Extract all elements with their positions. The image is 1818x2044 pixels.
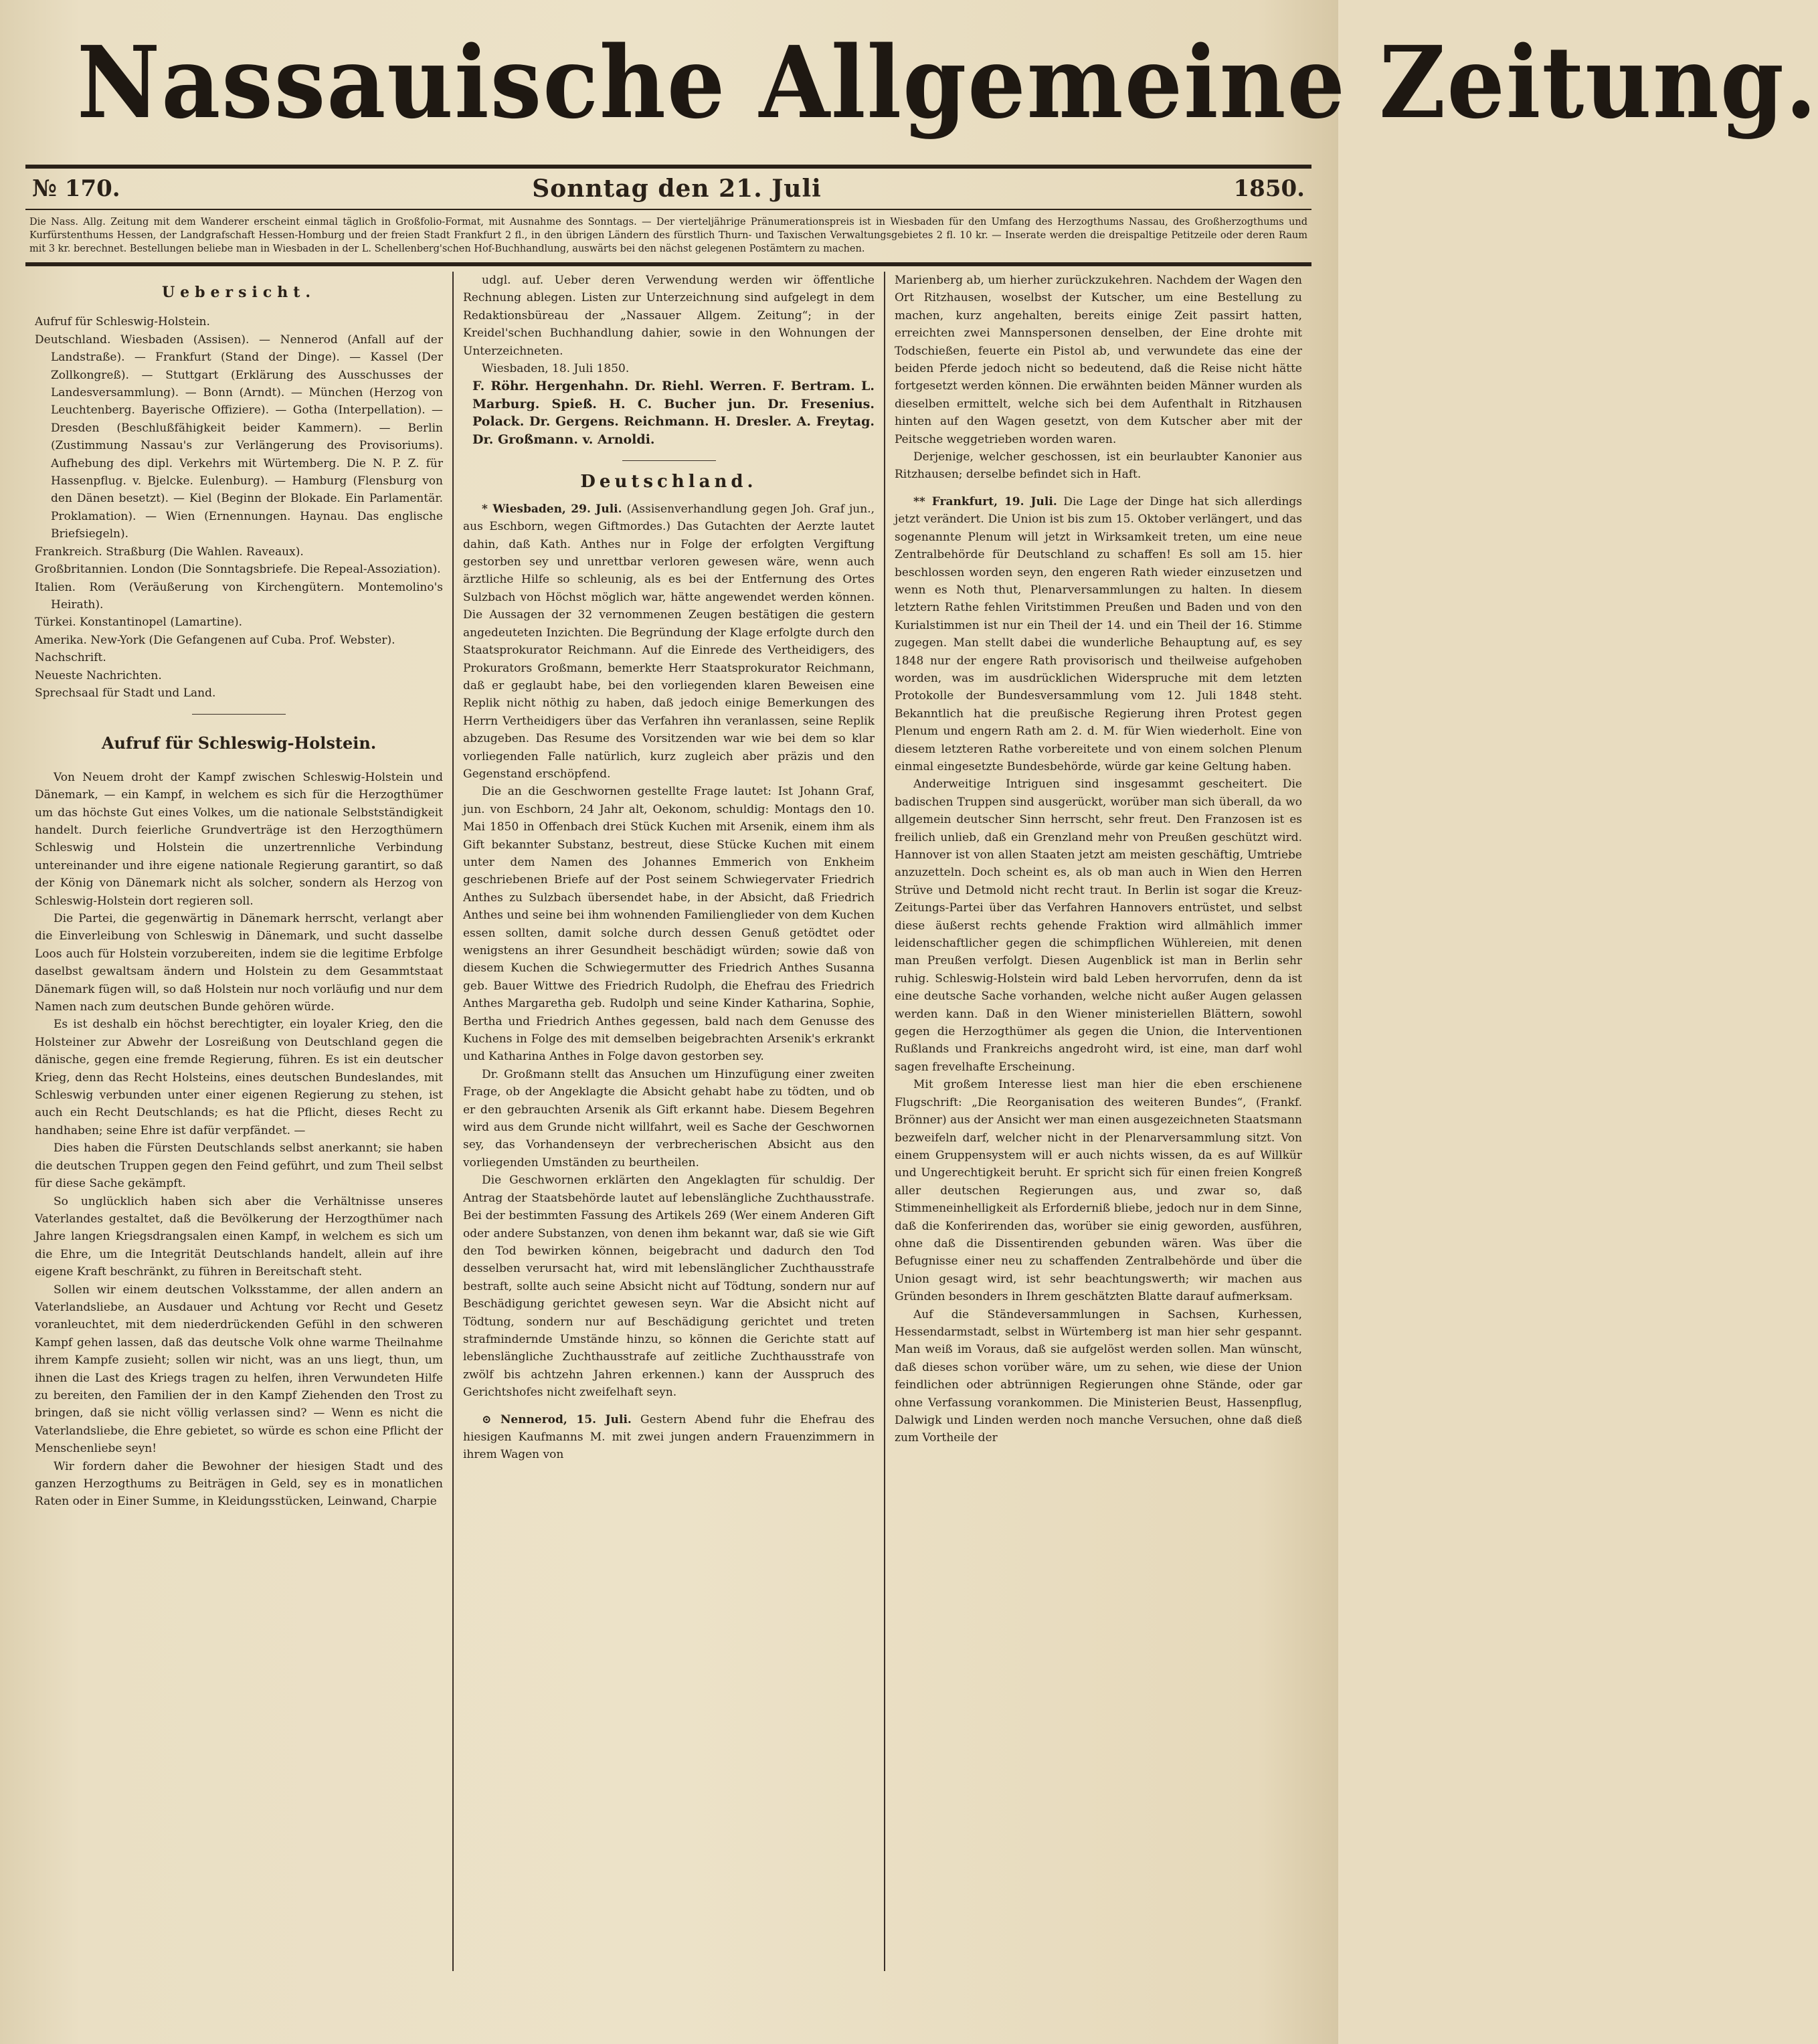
toc-item: Neueste Nachrichten. (35, 668, 162, 682)
column-1 (25, 272, 454, 1971)
appeal-title: Aufruf für Schleswig-Holstein. (101, 733, 377, 753)
column-3 (885, 272, 1311, 1971)
article-paragraph: Gestern Abend fuhr die Ehefrau des hiesigen Kaufmanns M. mit zwei jungen andern Frauenzimmern in ihrem Wagen von (463, 1412, 875, 1462)
dateline-place: ⊙ Nennerod, 15. Juli. (482, 1412, 632, 1426)
article-paragraph: Die Partei, die gegenwärtig in Dänemark herrscht, verlangt aber die Einverleibung von Schleswig in Dänemark, und sucht dasselbe Loos auch für Holstein vorzubereiten, indem sie die legitime Erbfolge daselbst gewaltsam ändern und Holstein zu dem Gesammtstaat Dänemark fügen will, so daß Holstein nur noch vorläufig und nur dem Namen nach zum deutschen Bunde gehören würde. (35, 912, 443, 1014)
article-paragraph: So unglücklich haben sich aber die Verhältnisse unseres Vaterlandes gestaltet, daß die Bevölkerung der Herzogthümer nach Jahre langen Kriegsdrangsalen einen Kampf, in welchem es sich um die Ehre, um die Integrität Deutschlands handelt, allein auf ihre eigene Kraft beschränkt, zu führen in Bereitschaft steht. (35, 1194, 443, 1279)
toc-item: Italien. Rom (Veräußerung von Kirchengütern. Montemolino's Heirath). (35, 580, 443, 612)
issue-date: Sonntag den 21. Juli (532, 175, 822, 203)
section-divider (622, 460, 716, 461)
notice-rule (25, 262, 1311, 266)
article-columns (25, 272, 1311, 1971)
toc-item: Deutschland. Wiesbaden (Assisen). — Nennerod (Anfall auf der Landstraße). — Frankfurt (Stand der Dinge). — Kassel (Der Zollkongreß). — Stuttgart (Erklärung des Ausschusses der Landesversammlung). — Bonn (Arndt). — München (Herzog von Leuchtenberg. Bayerische Offiziere). — Gotha (Interpellation). — Dresden (Beschlußfähigkeit beider Kammern). — Berlin (Zustimmung Nassau's zur Verlängerung des Provisoriums). Aufhebung des dipl. Verkehrs mit Würtemberg. Die N. P. Z. für Hassenpflug. v. Bjelcke. Eulenburg). — Hamburg (Flensburg von den Dänen besetzt). — Kiel (Beginn der Blokade. Ein Parlamentär. Proklamation). — Wien (Ernennungen. Haynau. Das englische Briefsiegeln). (35, 333, 443, 541)
section-title-germany: Deutschland. (580, 472, 757, 492)
toc-item: Amerika. New-York (Die Gefangenen auf Cuba. Prof. Webster). (35, 633, 395, 647)
article-paragraph: Wir fordern daher die Bewohner der hiesigen Stadt und des ganzen Herzogthums zu Beiträgen in Geld, sey es in monatlichen Raten oder in Einer Summe, in Kleidungsstücken, Leinwand, Charpie (35, 1459, 443, 1509)
toc-item: Sprechsaal für Stadt und Land. (35, 686, 216, 700)
issue-year: 1850. (1233, 175, 1305, 202)
section-divider (192, 714, 286, 715)
article-paragraph: Derjenige, welcher geschossen, ist ein beurlaubter Kanonier aus Ritzhausen; derselbe befindet sich in Haft. (895, 450, 1302, 482)
article-paragraph: Es ist deshalb ein höchst berechtigter, ein loyaler Krieg, den die Holsteiner zur Abwehr der Losreißung von Deutschland gegen die dänische, gegen eine fremde Regierung, führen. Es ist ein deutscher Krieg, denn das Recht Holsteins, eines deutschen Bundeslandes, mit Schleswig verbunden unter einer eigenen Regierung zu stehen, ist auch ein Recht Deutschlands; es hat die Pflicht, dieses Recht zu handhaben; seine Ehre ist dafür verpfändet. — (35, 1018, 443, 1137)
toc-item: Nachschrift. (35, 651, 106, 665)
overview-title: Uebersicht. (161, 284, 316, 301)
article-paragraph: Von Neuem droht der Kampf zwischen Schleswig-Holstein und Dänemark, — ein Kampf, in welchem es sich für die Herzogthümer um das höchste Gut eines Volkes, um die nationale Selbstständigkeit handelt. Durch feierliche Grundverträge ist den Herzogthümern Schleswig und Holstein die unzertrennliche Verbindung untereinander und ihre eigene nationale Regierung garantirt, so daß der König von Dänemark nicht als solcher, sondern als Herzog von Schleswig-Holstein dort regieren soll. (35, 770, 443, 908)
signers-list: F. Röhr. Hergenhahn. Dr. Riehl. Werren. F. Bertram. L. Marburg. Spieß. H. C. Bucher jun. Dr. Fresenius. Polack. Dr. Gergens. Reichmann. H. Dresler. A. Freytag. Dr. Großmann. v. Arnoldi. (472, 379, 875, 447)
article-paragraph: Dies haben die Fürsten Deutschlands selbst anerkannt; sie haben die deutschen Truppen gegen den Feind geführt, und zum Theil selbst für diese Sache gekämpft. (35, 1141, 443, 1191)
column-2 (454, 272, 885, 1971)
dateline (25, 169, 1311, 209)
place-date: Wiesbaden, 18. Juli 1850. (482, 362, 630, 376)
article-paragraph: Auf die Ständeversammlungen in Sachsen, Kurhessen, Hessendarmstadt, selbst in Würtemberg ist man hier sehr gespannt. Man weiß im Voraus, daß sie aufgelöst werden sollen. Man wünscht, daß dieses schon vorüber wäre, um zu sehen, wie diese der Union feindlichen oder abtrünnigen Regierungen ohne Stände, oder gar ohne Verfassung vorankommen. Die Ministerien Beust, Hassenpflug, Dalwigk und Linden werden noch manche Versuchen, ohne daß dieß zum Vortheile der (895, 1307, 1302, 1445)
toc-item: Großbritannien. London (Die Sonntagsbriefe. Die Repeal-Assoziation). (35, 563, 441, 577)
table-of-contents (35, 313, 443, 702)
toc-item: Türkei. Konstantinopel (Lamartine). (35, 616, 243, 630)
article-paragraph: Mit großem Interesse liest man hier die eben erschienene Flugschrift: „Die Reorganisation des weiteren Bundes“, (Frankf. Brönner) aus der Ansicht wer man einen ausgezeichneten Staatsmann bezweifeln darf, welcher nicht in der Plenarversammlung sitzt. Von einem Gruppensystem will er auch nichts wissen, da es auf Willkür und Ungerechtigkeit beruht. Er spricht sich für einen freien Kongreß aller deutschen Regierungen aus, und zwar so, daß Stimmeneinhelligkeit als Erforderniß bliebe, jedoch nur in dem Sinne, daß die Konferirenden das, worüber sie einig geworden, ausführen, ohne daß die Dissentirenden gebunden wären. Was über die Befugnisse einer neu zu schaffenden Zentralbehörde und über die Union gesagt wird, ist sehr beachtungswerth; wir machen aus Gründen besonders in Ihrem geschätzten Blatte darauf aufmerksam. (895, 1078, 1302, 1304)
article-paragraph: Die Lage der Dinge hat sich allerdings jetzt verändert. Die Union ist bis zum 15. Oktober verlängert, und das sogenannte Plenum will jetzt in Wirksamkeit treten, um eine neue Zentralbehörde für Deutschland zu schaffen! Es soll am 15. hier beschlossen worden seyn, den engeren Rath wieder einzusetzen und wenn es Noth thut, Plenarversammlungen zu halten. In diesem letztern Rathe fehlen Viritstimmen Preußen und Baden und von den Kurialstimmen ist nur ein Theil der 14. und ein Theil der 16. Stimme zugegen. Man stellt dabei die wunderliche Behauptung auf, es sey 1848 nur der engere Rath provisorisch und theilweise aufgehoben worden, was im ausdrücklichen Widerspruche mit dem letzten Protokolle der Bundesversammlung vom 12. Juli 1848 steht. Bekanntlich hat die preußische Regierung ihren Protest gegen Plenum und engern Rath am 2. d. M. für Wien wiederholt. Eine von diesem letzteren Rathe vorbereitete und von einem solchen Plenum einmal eingesetzte Bundesbehörde, würde gar keine Geltung haben. (895, 494, 1302, 773)
dateline-place: * Wiesbaden, 29. Juli. (482, 502, 622, 516)
article-paragraph: Marienberg ab, um hierher zurückzukehren. Nachdem der Wagen den Ort Ritzhausen, woselbst der Kutscher, um eine Bestellung zu machen, kurz angehalten, bereits einige Zeit passirt hatten, erreichten zwei Mannspersonen denselben, der Eine drohte mit Todschießen, feuerte ein Pistol ab, und verwundete das eine der beiden Pferde jedoch nicht so bedeutend, daß die Reise nicht hätte fortgesetzt werden können. Die erwähnten beiden Männer wurden als dieselben ermittelt, welche sich bei dem Aufenthalt in Ritzhausen hinten auf den Wagen gesetzt, von dem Kutscher aber mit der Peitsche weggetrieben worden waren. (895, 274, 1302, 446)
dateline-place: ** Frankfurt, 19. Juli. (913, 494, 1057, 508)
article-paragraph: (Assisenverhandlung gegen Joh. Graf jun., aus Eschborn, wegen Giftmordes.) Das Gutachten der Aerzte lautet dahin, daß Kath. Anthes nur in Folge der erfolgten Vergiftung gestorben sey und unrettbar verloren gewesen wäre, wenn auch ärztliche Hilfe so schleunig, als es bei der Entfernung des Ortes Sulzbach von Höchst möglich war, hätte angewendet werden können. Die Aussagen der 32 vernommenen Zeugen bestätigen die gestern angedeuteten Inzichten. Die Begründung der Klage erfolgte durch den Staatsprokurator Reichmann. Auf die Einrede des Vertheidigers, des Prokurators Großmann, bemerkte Herr Staatsprokurator Reichmann, daß er geglaubt habe, bei den vorliegenden klaren Beweisen eine Replik nicht nöthig zu haben, daß jedoch einige Bemerkungen des Herrn Vertheidigers über das Verfahren ihn veranlassen, seine Replik abzugeben. Das Resume des Vorsitzenden war wie bei dem so klar vorliegenden Falle natürlich, kurz zugleich aber präzis und den Gegenstand erschöpfend. (463, 502, 875, 781)
article-paragraph: udgl. auf. Ueber deren Verwendung werden wir öffentliche Rechnung ablegen. Listen zur Unterzeichnung sind aufgelegt in dem Redaktionsbüreau der „Nassauer Allgem. Zeitung“; in der Kreidel'schen Buchhandlung dahier, sowie in den Wohnungen der Unterzeichneten. (463, 274, 875, 358)
article-paragraph: Anderweitige Intriguen sind insgesammt gescheitert. Die badischen Truppen sind ausgerückt, worüber man sich überall, da wo allgemein deutscher Sinn herrscht, sehr freut. Den Franzosen ist es freilich unlieb, daß ein Grenzland mehr von Preußen geschützt wird. Hannover ist von allen Staaten jetzt am meisten geschäftig, Umtriebe anzuzetteln. Doch scheint es, als ob man auch in Wien den Herren Strüve und Detmold nicht recht traut. In Berlin ist sogar die Kreuz-Zeitungs-Partei über das Verfahren Hannovers entrüstet, und selbst diese äußerst rechts gehende Fraktion wird allmählich immer leidenschaftlicher gegen die schimpflichen Wühlereien, mit denen man Preußen verfolgt. Diesen Augenblick ist man in Berlin sehr ruhig. Schleswig-Holstein wird bald Leben hervorrufen, denn da ist eine deutsche Sache vorhanden, welche nicht außer Augen gelassen werden kann. Daß in den Wiener ministeriellen Blättern, sowohl gegen die Herzogthümer als gegen die Union, die Interventionen Rußlands und Frankreichs angedroht wird, ist eine, man darf wohl sagen frevelhafte Erscheinung. (895, 777, 1302, 1074)
issue-number: № 170. (32, 175, 120, 202)
toc-item: Frankreich. Straßburg (Die Wahlen. Raveaux). (35, 545, 304, 559)
article-paragraph: Sollen wir einem deutschen Volksstamme, der allen andern an Vaterlandsliebe, an Ausdauer und Achtung vor Recht und Gesetz voranleuchtet, mit dem niederdrückenden Gefühl in den schweren Kampf gehen lassen, daß das deutsche Volk ohne warme Theilnahme ihrem Kampfe zusieht; sollen wir nicht, was an uns liegt, thun, um ihnen die Last des Kriegs tragen zu helfen, ihren Verwundeten Hilfe zu bereiten, den Familien der in den Kampf Ziehenden den Trost zu bringen, daß sie nicht völlig verlassen sind? — Wenn es nicht die Vaterlandsliebe, die Ehre gebietet, so würde es schon eine Pflicht der Menschenliebe seyn! (35, 1283, 443, 1456)
article-paragraph: Die an die Geschwornen gestellte Frage lautet: Ist Johann Graf, jun. von Eschborn, 24 Jahr alt, Oekonom, schuldig: Montags den 10. Mai 1850 in Offenbach drei Stück Kuchen mit Arsenik, einem ihm als Gift bekannter Substanz, bestreut, diese Stücke Kuchen mit einem unter dem Namen des Johannes Emmerich von Enkheim geschriebenen Briefe auf der Post seinem Schwiegervater Friedrich Anthes zu Sulzbach übersendet habe, in der Absicht, daß Friedrich Anthes und seine bei ihm wohnenden Familienglieder von dem Kuchen essen sollten, damit solche durch dessen Genuß getödtet oder wenigstens an ihrer Gesundheit beschädigt würden; sowie daß von diesem Kuchen die Schwiegermutter des Friedrich Anthes Susanna geb. Bauer Wittwe des Friedrich Rudolph, die Ehefrau des Friedrich Anthes Margaretha geb. Rudolph und seine Kinder Katharina, Sophie, Bertha und Friedrich Anthes gegessen, bald nach dem Genusse des Kuchens in Folge des mit demselben beigebrachten Arsenik's erkrankt und Katharina Anthes in Folge davon gestorben sey. (463, 785, 875, 1064)
toc-item: Aufruf für Schleswig-Holstein. (35, 315, 210, 329)
article-paragraph: Die Geschwornen erklärten den Angeklagten für schuldig. Der Antrag der Staatsbehörde lautet auf lebenslängliche Zuchthausstrafe. Bei der bestimmten Fassung des Artikels 269 (Wer einem Anderen Gift oder andere Substanzen, von denen ihm bekannt war, daß sie wie Gift den Tod bewirken können, beigebracht und dadurch den Tod desselben verursacht hat, wird mit lebenslänglicher Zuchthausstrafe bestraft, sollte auch seine Absicht nicht auf Tödtung, sondern nur auf Beschädigung gerichtet gewesen seyn. War die Absicht nicht auf Tödtung, sondern nur auf Beschädigung gerichtet und treten strafmindernde Umstände hinzu, so können die Gerichte statt auf lebenslängliche Zuchthausstrafe auf zeitliche Zuchthausstrafe von zwölf bis achtzehn Jahren erkennen.) kann der Ausspruch des Gerichtshofes nicht zweifelhaft seyn. (463, 1174, 875, 1400)
subscription-notice: Die Nass. Allg. Zeitung mit dem Wanderer erscheint einmal täglich in Großfolio-Format, mit Ausnahme des Sonntags. — Der vierteljährige Pränumerationspreis ist in Wiesbaden für den Umfang des Herzogthums Nassau, des Großherzogthums und Kurfürstenthums Hessen, der Landgrafschaft Hessen-Homburg und der freien Stadt Frankfurt 2 fl., in den übrigen Ländern des fürstlich Thurn- und Taxischen Verwaltungsgebietes 2 fl. 10 kr. — Inserate werden die dreispaltige Petitzeile oder deren Raum mit 3 kr. berechnet. Bestellungen beliebe man in Wiesbaden in der L. Schellenberg'schen Hof-Buchhandlung, auswärts bei den nächst gelegenen Postämtern zu machen. (29, 217, 1307, 254)
masthead-title: Nassauische Allgemeine Zeitung. (76, 24, 1818, 141)
article-paragraph: Dr. Großmann stellt das Ansuchen um Hinzufügung einer zweiten Frage, ob der Angeklagte die Absicht gehabt habe zu tödten, und ob er den gebrauchten Arsenik als Gift erkannt habe. Diesem Begehren wird aus dem Grunde nicht willfahrt, weil es Sache der Geschwornen sey, das Vorhandenseyn der verbrecherischen Absicht aus den vorliegenden Umständen zu beurtheilen. (463, 1067, 875, 1170)
